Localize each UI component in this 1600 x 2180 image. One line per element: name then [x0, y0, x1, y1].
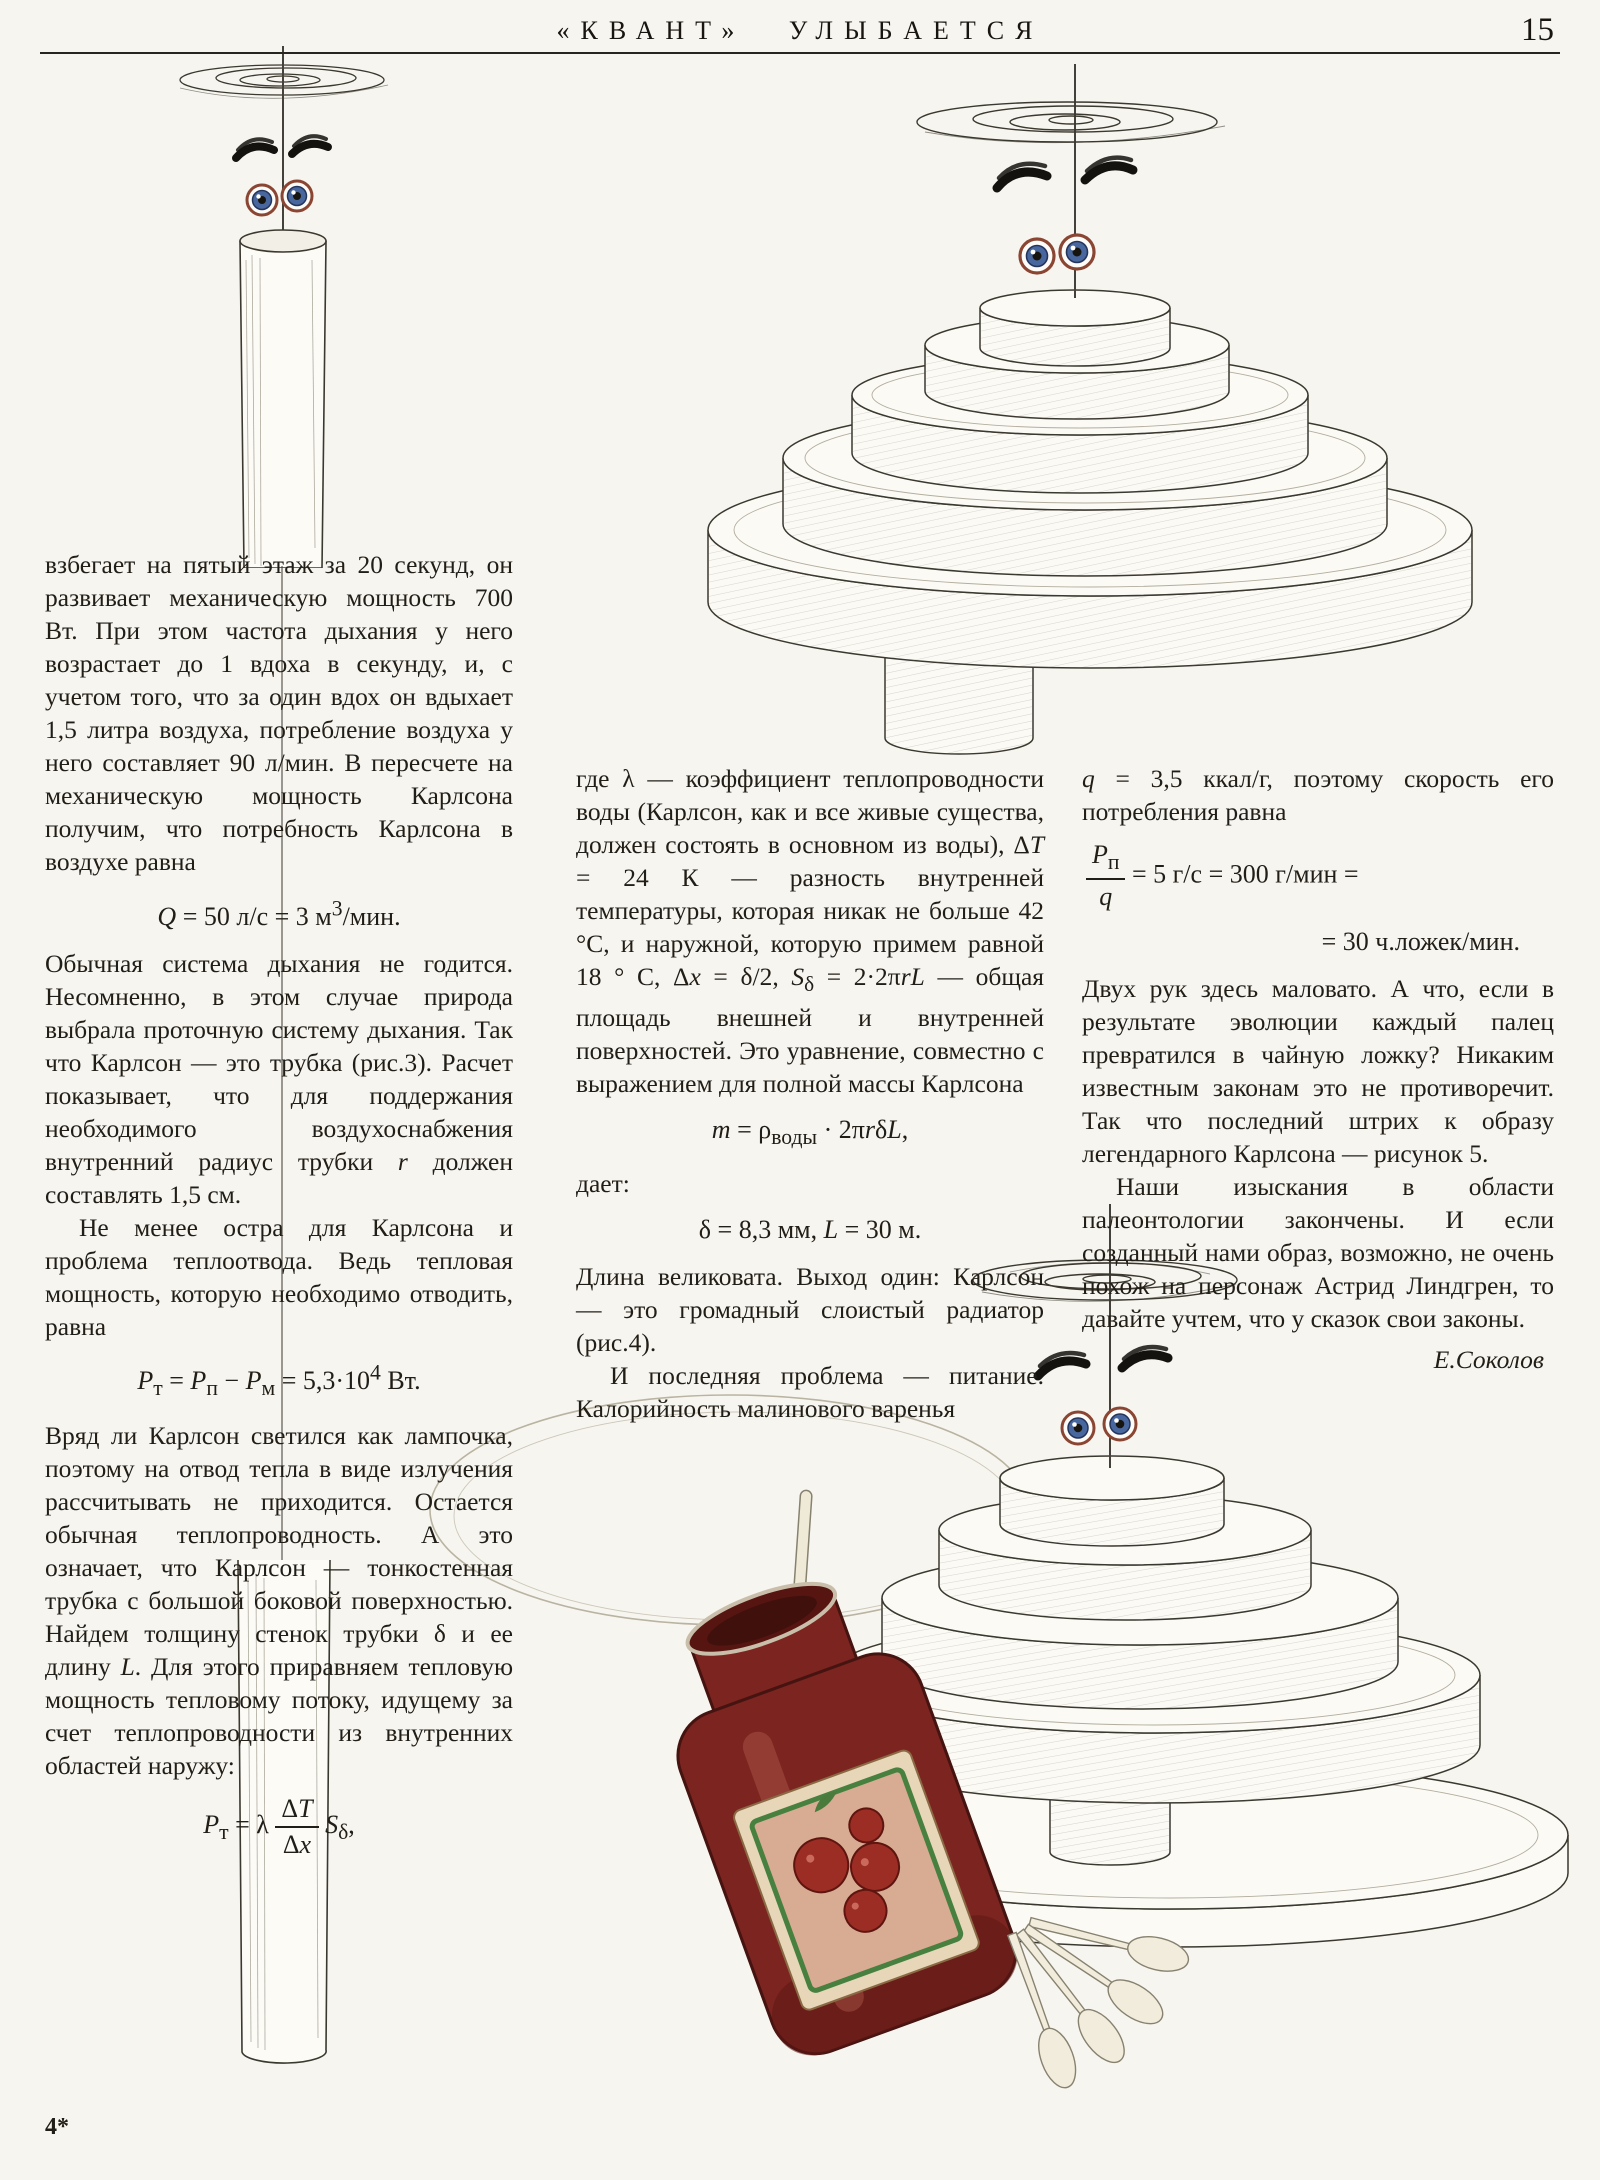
- tube-body: [240, 230, 326, 568]
- formula-eating-rate: $\frac{P_п}{q}$ = 5 г/с = 300 г/мин =: [1082, 841, 1554, 912]
- fraction: $\frac{P_п}{q}$: [1086, 841, 1125, 912]
- column-middle: [576, 762, 1044, 1425]
- column-left: [45, 548, 513, 1873]
- figure-karlsson-radiator: [585, 50, 1585, 780]
- fraction: $\frac{\Delta T}{\Delta x}$: [275, 1795, 318, 1860]
- formula-heat-power: $P_т = P_п - P_м = 5,3\cdot 10^4$ Вт.: [137, 1360, 421, 1401]
- formula-heat-conduction: $P_т = \lambda$ $\frac{\Delta T}{\Delta x}$ $S_\delta$,: [203, 1793, 355, 1860]
- page-number: 15: [1521, 12, 1554, 48]
- paragraph: И последняя проблема — питание. Калорийность малинового варенья: [576, 1361, 1044, 1424]
- eyes: [1020, 235, 1094, 273]
- formula-result: δ = 8,3 мм, L = 30 м.: [698, 1215, 922, 1245]
- formula-mass: $m = \rho_{воды} \cdot 2\pi r\delta L$,: [711, 1115, 909, 1150]
- author-signature: Е.Соколов: [1433, 1344, 1544, 1374]
- page-header-title: «КВАНТ» УЛЫБАЕТСЯ: [556, 16, 1044, 45]
- radiator-discs: [708, 290, 1472, 668]
- eyes: [247, 181, 312, 215]
- paragraph: дает:: [576, 1169, 630, 1199]
- formula-eating-rate-line2: = 30 ч.ложек/мин.: [1321, 926, 1520, 956]
- footer-signature-mark: 4*: [45, 2114, 69, 2140]
- paragraph: Обычная система дыхания не годится. Несомненно, в этом случае природа выбрала проточную систему дыхания. Так что Карлсон — это трубка (рис.3). Расчет показывает, что для поддержания необходимого воздухоснабжения внутренний радиус трубки r должен составлять 1,5 см.: [45, 948, 513, 1209]
- eyebrows: [997, 158, 1133, 188]
- paragraph: Не менее остра для Карлсона и проблема теплоотвода. Ведь тепловая мощность, которую необходимо отводить, равна: [45, 1212, 513, 1341]
- formula-air-consumption: Q = 50 л/с = 3 $м^3$/мин.: [157, 896, 401, 931]
- propeller-icon: [917, 102, 1225, 143]
- column-right: [1082, 762, 1554, 1376]
- paragraph: Двух рук здесь маловато. А что, если в результате эволюции каждый палец превратился в чайную ложку? Никаким известным законам это не противоречит. Так что последний штрих к образу легендарного Карлсона — рисунок 5.: [1082, 973, 1554, 1168]
- paragraph: q = 3,5 ккал/г, поэтому скорость его потребления равна: [1082, 764, 1554, 826]
- paragraph: взбегает на пятый этаж за 20 секунд, он развивает механическую мощность 700 Вт. При этом частота дыхания у него возрастает до 1 вдоха в секунду, и, с учетом того, что за один вдох он вдыхает 1,5 литра воздуха, потребление воздуха у него составляет 90 л/мин. В пересчете на механическую мощность Карлсона получим, что потребность Карлсона в воздухе равна: [45, 550, 513, 876]
- paragraph: где λ — коэффициент теплопроводности воды (Карлсон, как и все живые существа, должен состоять в основном из воды), ΔT = 24 К — разность внутренней температуры, которая никак не больше 42 °С, и наружной, которую примем равной 18 ° С, Δx = δ/2, $S_\delta = 2\cdot 2\pi rL$ — общая площадь внешней и внутренней поверхностей. Это уравнение, совместно с выражением для полной массы Карлсона: [576, 764, 1045, 1099]
- paragraph: Наши изыскания в области палеонтологии закончены. И если созданный нами образ, возможно, не очень похож на персонаж Астрид Линдгрен, то давайте учтем, что у сказок свои законы.: [1082, 1171, 1554, 1333]
- header-rule: [40, 52, 1560, 54]
- eyes: [1062, 1408, 1136, 1444]
- paragraph: Вряд ли Карлсон светился как лампочка, поэтому на отвод тепла в виде излучения рассчитывать не приходится. Остается обычная теплопроводность. А это означает, что Карлсон — тонкостенная трубка с большой боковой поверхностью. Найдем толщину стенок трубки δ и ее длину L. Для этого приравняем тепловую мощность тепловому потоку, идущему за счет теплопроводности из внутренних областей наружу:: [45, 1420, 513, 1780]
- paragraph: Длина великовата. Выход один: Карлсон — это громадный слоистый радиатор (рис.4).: [576, 1262, 1044, 1358]
- figure-karlsson-tube: [140, 28, 410, 568]
